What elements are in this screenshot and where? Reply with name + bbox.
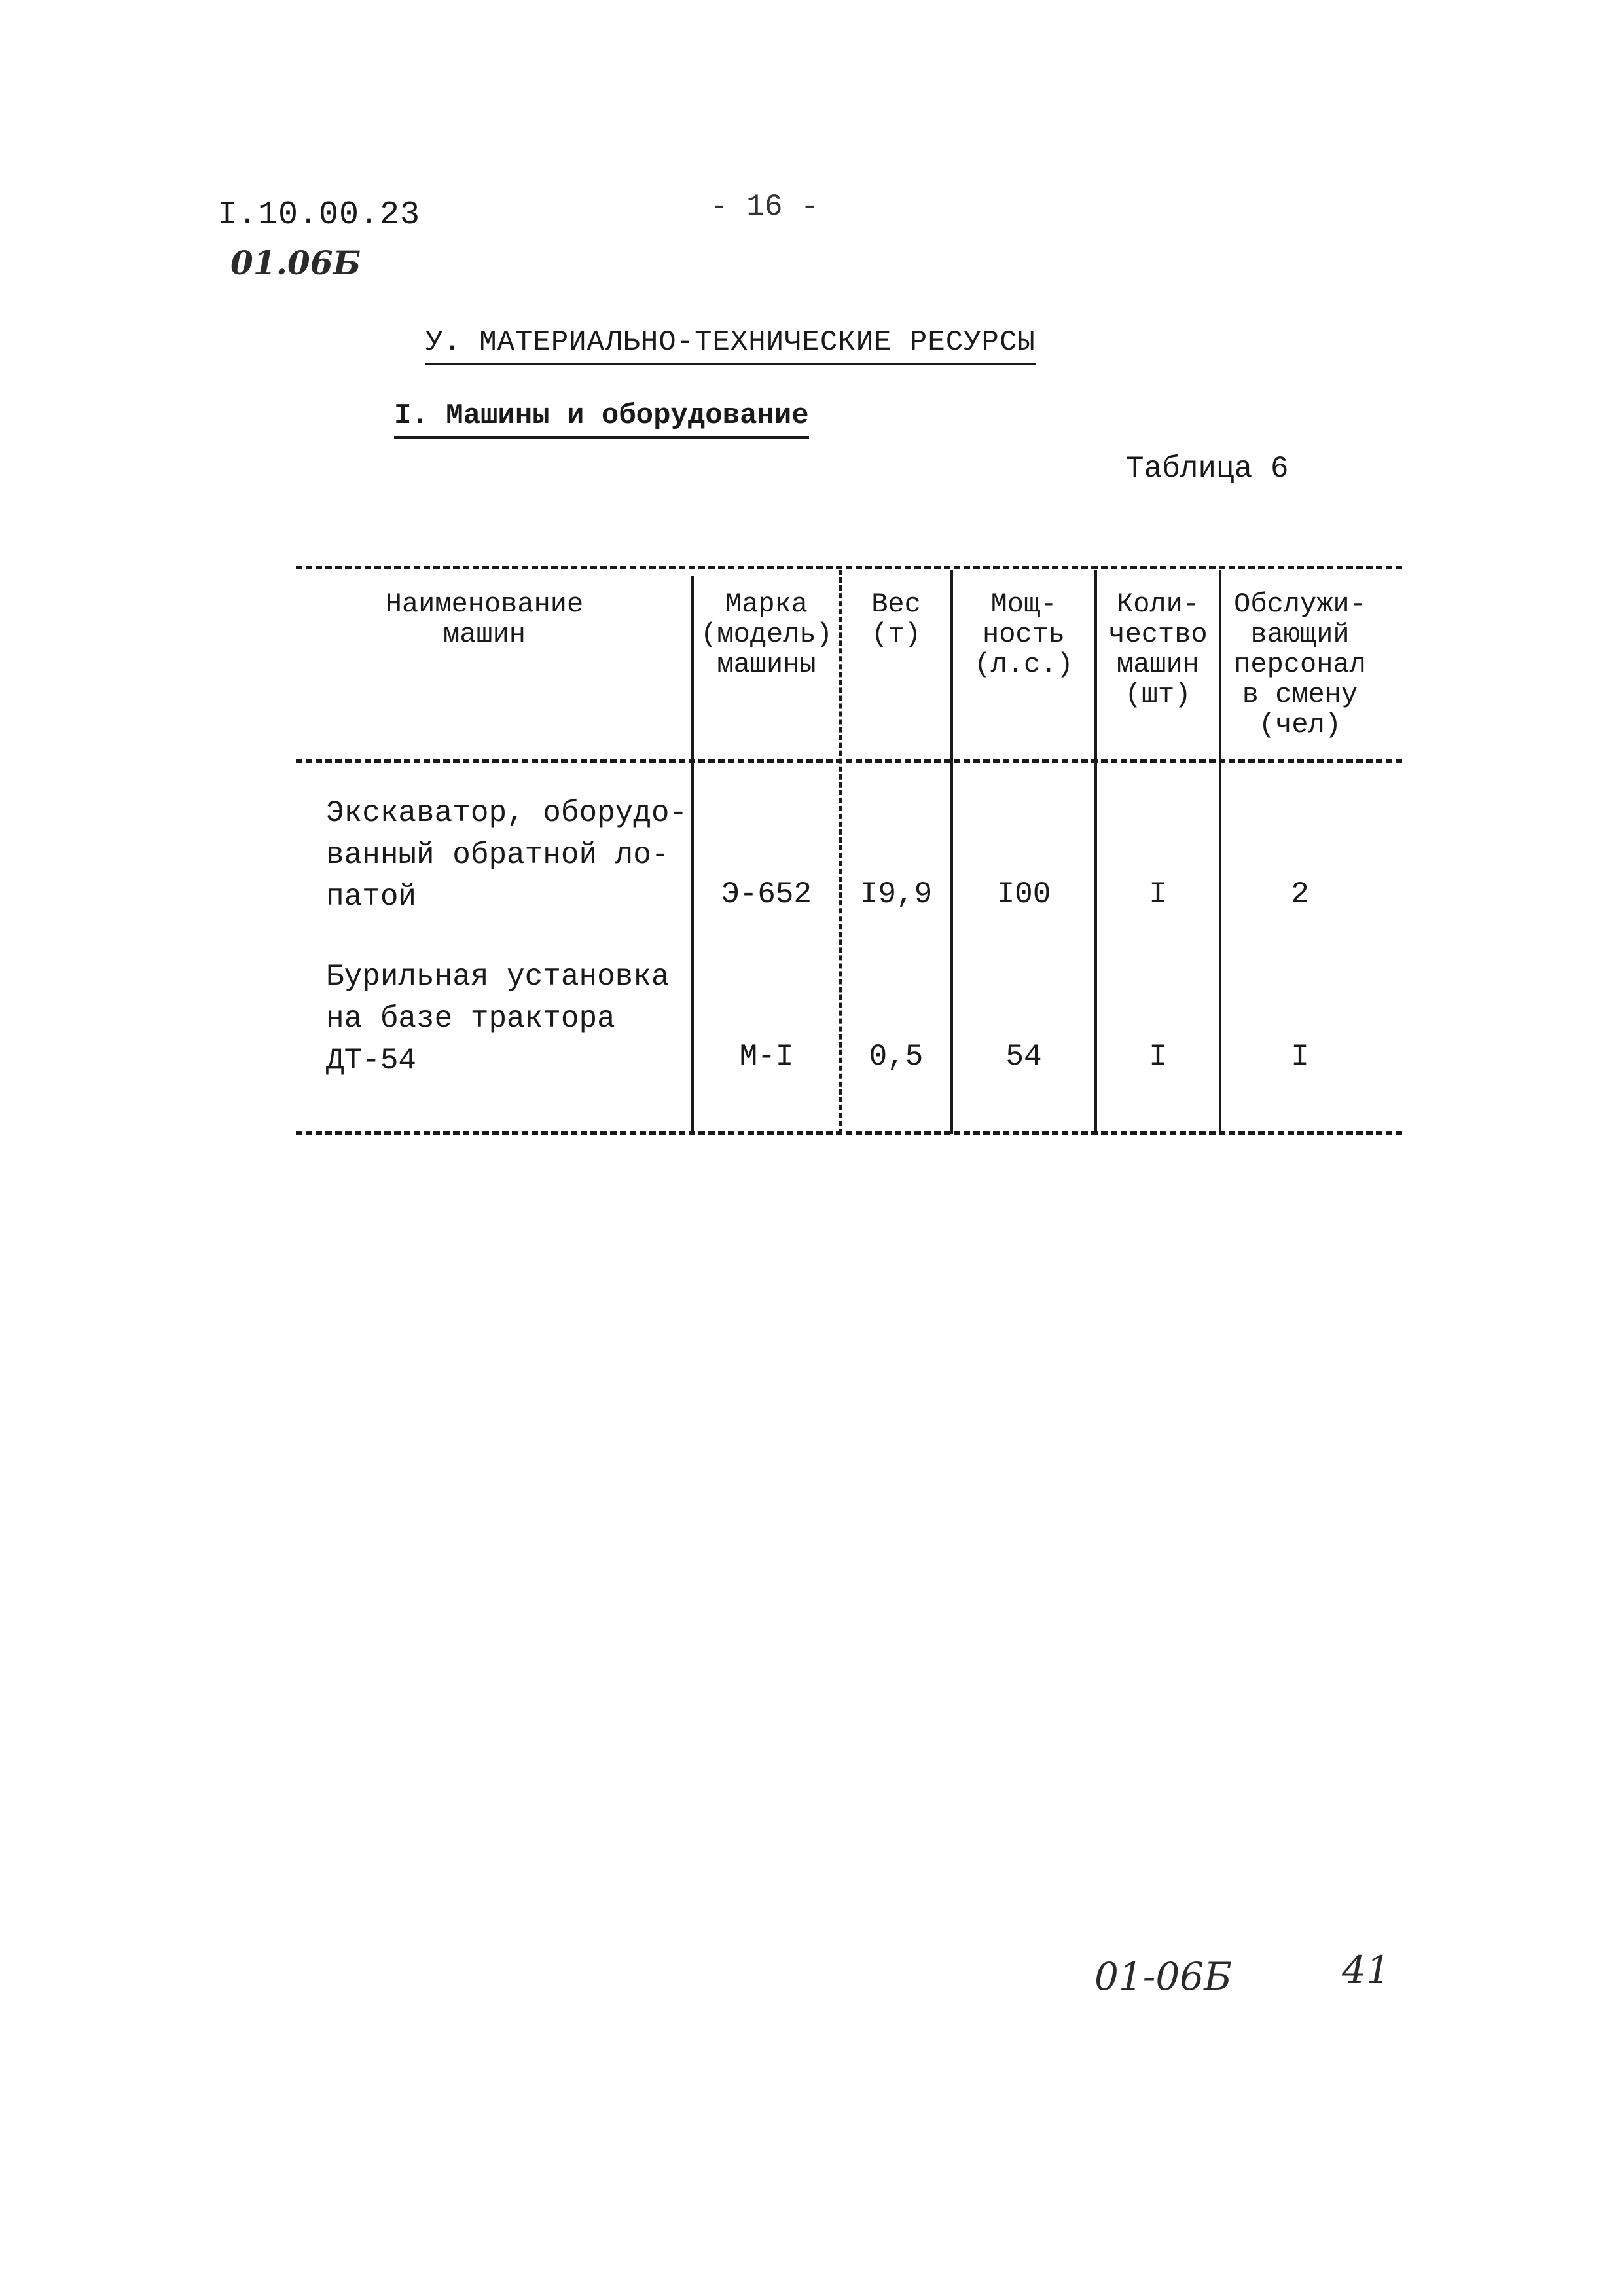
machine-model: М-I [739,1040,794,1074]
header-line: ность [982,619,1066,650]
machine-count: I [1149,877,1167,911]
header-model [694,589,839,680]
header-line: Мощ- [990,589,1057,620]
handwritten-page-number: 41 [1342,1948,1390,1992]
header-line: (чел) [1258,709,1342,740]
name-line: ванный обратной ло- [326,838,670,872]
header-weight [842,589,950,649]
header-staff [1221,589,1379,740]
header-line: вающий [1250,619,1350,650]
header-line: (модель) [700,619,833,650]
header-line: (шт) [1125,679,1191,710]
machine-model: Э-652 [721,877,812,911]
machine-count: I [1149,1040,1167,1074]
machine-staff: I [1291,1040,1309,1074]
machine-weight: 0,5 [869,1040,924,1074]
name-line: ДТ-54 [326,1044,417,1078]
header-line: чество [1108,619,1208,650]
handwritten-code-top: 01.06Б [230,244,361,282]
table-top-rule [296,566,1402,569]
machine-power: I00 [996,877,1051,911]
header-line: (т) [871,619,921,650]
header-line: Вес [871,589,921,620]
name-line: Бурильная установка [326,960,670,994]
header-line: (л.с.) [974,649,1074,680]
header-line: машин [442,619,526,650]
header-line: Марка [725,589,808,620]
table-header-rule [296,759,1402,763]
header-line: машин [1116,649,1200,680]
header-line: персонал [1234,649,1366,680]
header-line: Обслужи- [1234,589,1366,620]
machine-staff: 2 [1291,877,1309,911]
machine-weight: I9,9 [859,877,933,911]
page-number: - 16 - [710,190,819,224]
name-line: на базе трактора [326,1002,615,1036]
document-code: I.10.00.23 [217,196,421,234]
header-line: машины [717,649,816,680]
header-line: в смену [1242,679,1358,710]
machine-name [326,956,670,1082]
name-line: Экскаватор, оборудо- [326,796,688,830]
machine-name [326,792,687,918]
table-label: Таблица 6 [1126,452,1289,486]
table-bottom-rule [296,1131,1402,1135]
header-name [353,589,615,649]
machine-power: 54 [1005,1040,1042,1074]
name-line: патой [326,880,417,914]
header-power [953,589,1094,680]
section-title: У. МАТЕРИАЛЬНО-ТЕХНИЧЕСКИЕ РЕСУРСЫ [425,326,1036,365]
header-line: Коли- [1116,589,1200,620]
subsection-title: I. Машины и оборудование [394,399,809,439]
header-count [1097,589,1219,710]
header-line: Наименование [385,589,584,620]
handwritten-code-bottom: 01-06Б [1094,1954,1232,1999]
